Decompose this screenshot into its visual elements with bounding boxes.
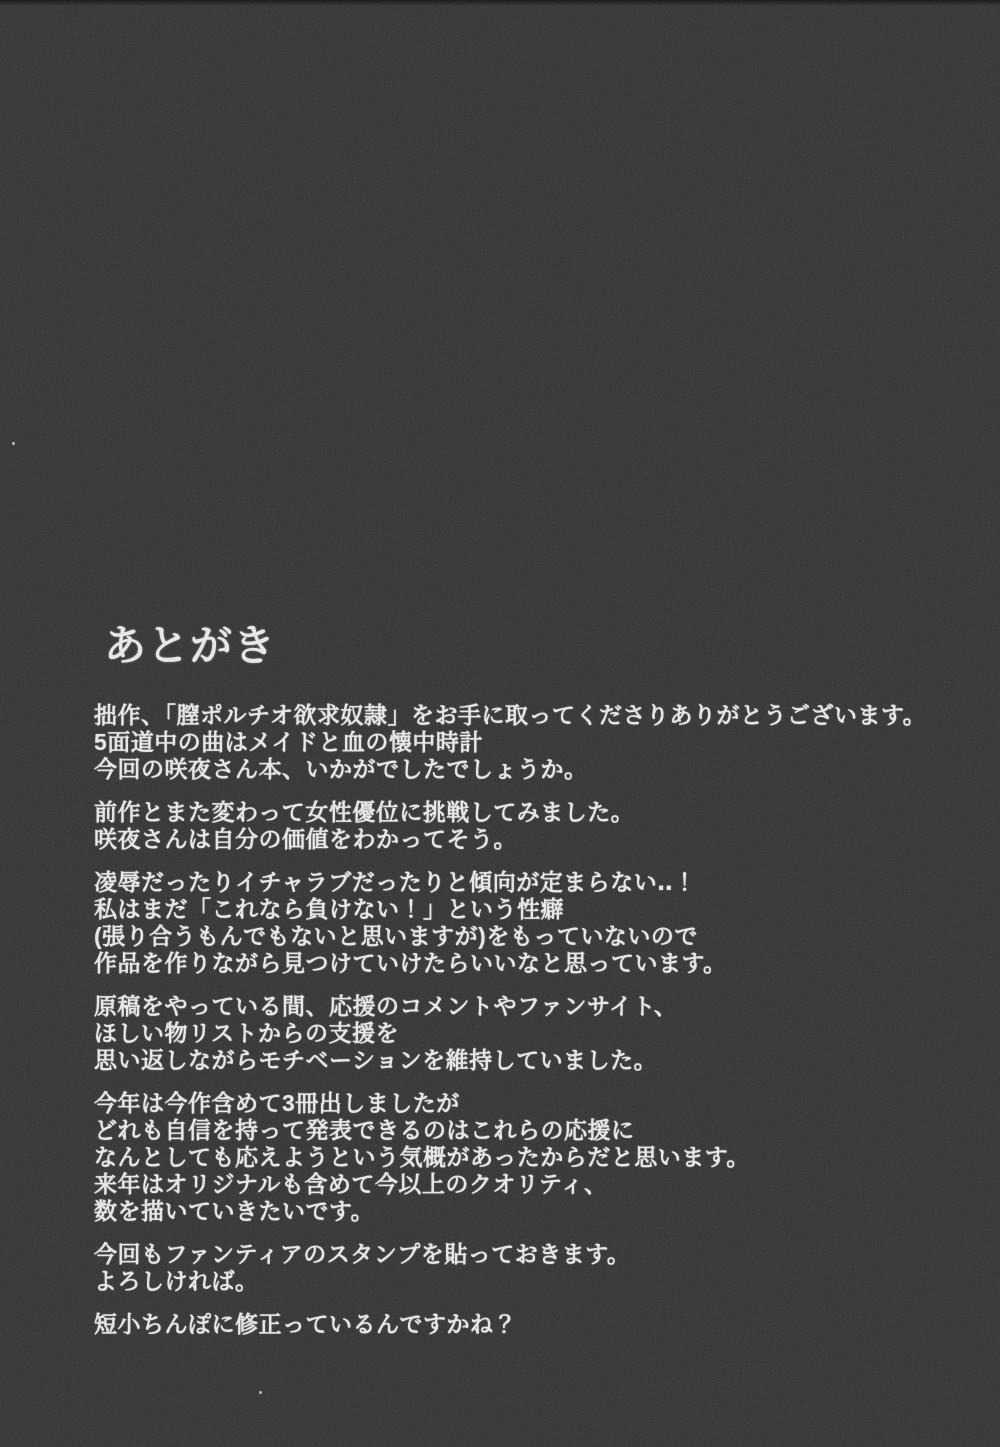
text-line: 咲夜さんは自分の価値をわかってそう。 <box>94 826 517 852</box>
text-line: (張り合うもんでもないと思いますが)をもっていないので <box>94 923 698 949</box>
text-line: 5面道中の曲はメイドと血の懐中時計 <box>94 729 483 755</box>
text-line: なんとしても応えようという気概があったからだと思います。 <box>94 1144 750 1170</box>
afterword-text <box>94 702 974 1354</box>
text-line: 私はまだ「これなら負けない！」という性癖 <box>94 896 564 922</box>
text-line: 前作とまた変わって女性優位に挑戦してみました。 <box>94 799 635 825</box>
paragraph-this-year <box>94 1090 974 1225</box>
text-line: 思い返しながらモチベーションを維持していました。 <box>94 1047 658 1073</box>
text-line: 数を描いていきたいです。 <box>94 1198 375 1224</box>
text-line: 作品を作りながら見つけていけたらいいなと思っています。 <box>94 950 727 976</box>
text-line: 凌辱だったりイチャラブだったりと傾向が定まらない‥！ <box>94 869 697 895</box>
page-title: あとがき <box>104 622 277 669</box>
text-line: 原稿をやっている間、応援のコメントやファンサイト、 <box>94 993 678 1019</box>
text-line: 短小ちんぽに修正っているんですかね？ <box>94 1311 517 1337</box>
paragraph-stamp <box>94 1241 974 1295</box>
text-line: 今回の咲夜さん本、いかがでしたでしょうか。 <box>94 756 588 782</box>
paragraph-challenge <box>94 799 974 853</box>
text-line: 今年は今作含めて3冊出しましたが <box>94 1090 460 1116</box>
text-line: 拙作、「膣ポルチオ欲求奴隷」をお手に取ってくださりありがとうございます。 <box>94 702 927 728</box>
text-line: 今回もファンティアのスタンプを貼っておきます。 <box>94 1241 631 1267</box>
paragraph-closing <box>94 1311 974 1338</box>
paragraph-preference <box>94 869 974 977</box>
text-line: 来年はオリジナルも含めて今以上のクオリティ、 <box>94 1171 608 1197</box>
text-line: ほしい物リストからの支援を <box>94 1020 400 1046</box>
paragraph-motivation <box>94 993 974 1074</box>
text-line: どれも自信を持って発表できるのはこれらの応援に <box>94 1117 635 1143</box>
paragraph-thanks <box>94 702 974 783</box>
text-line: よろしければ。 <box>94 1268 259 1294</box>
